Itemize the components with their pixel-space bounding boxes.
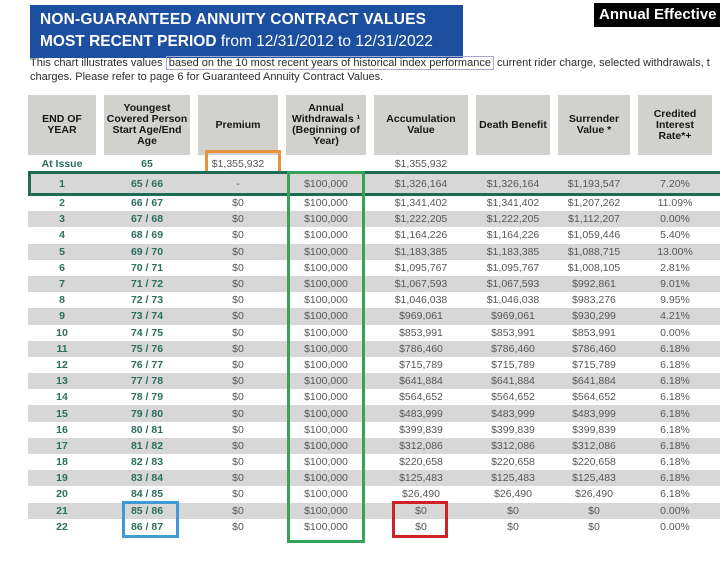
cell-surrender: $312,086 bbox=[572, 439, 616, 452]
cell-premium: $0 bbox=[232, 310, 244, 323]
cell-death: $969,061 bbox=[491, 310, 535, 323]
cell-death: $1,164,226 bbox=[486, 229, 540, 242]
cell-death: $26,490 bbox=[494, 488, 532, 501]
cell-surrender: $1,059,446 bbox=[567, 229, 621, 242]
table-row-year-5 bbox=[28, 244, 720, 260]
cell-year: 7 bbox=[59, 278, 65, 291]
cell-ages: 82 / 83 bbox=[130, 456, 164, 469]
cell-year: 18 bbox=[56, 456, 68, 469]
intro-paragraph bbox=[30, 56, 720, 84]
cell-premium: $0 bbox=[232, 358, 244, 371]
cell-accumulation: $1,341,402 bbox=[394, 197, 448, 210]
cell-accumulation: $786,460 bbox=[399, 342, 443, 355]
cell-accumulation: $715,789 bbox=[399, 358, 443, 371]
cell-ages: 80 / 81 bbox=[130, 423, 164, 436]
cell-rate: 6.18% bbox=[660, 391, 690, 404]
cell-withdrawal: $100,000 bbox=[304, 520, 348, 533]
subtitle-bold: MOST RECENT PERIOD bbox=[40, 33, 217, 50]
cell-death: $0 bbox=[507, 520, 519, 533]
cell-surrender: $1,193,547 bbox=[567, 177, 621, 190]
cell-ages: 75 / 76 bbox=[130, 342, 164, 355]
cell-surrender: $853,991 bbox=[572, 326, 616, 339]
table-row-year-7 bbox=[28, 276, 720, 292]
cell-accumulation: $1,222,205 bbox=[394, 213, 448, 226]
cell-withdrawal: $100,000 bbox=[304, 456, 348, 469]
cell-withdrawal: $100,000 bbox=[304, 326, 348, 339]
cell-death: $1,095,767 bbox=[486, 261, 540, 274]
cell-surrender: $641,884 bbox=[572, 375, 616, 388]
table-row-year-2 bbox=[28, 195, 720, 211]
cell-surrender: $1,207,262 bbox=[567, 197, 621, 210]
column-header-5: Death Benefit bbox=[476, 95, 550, 155]
cell-death: $483,999 bbox=[491, 407, 535, 420]
cell-rate: 7.20% bbox=[660, 177, 690, 190]
table-row-year-4 bbox=[28, 227, 720, 243]
cell-death: $1,183,385 bbox=[486, 245, 540, 258]
cell-accumulation: $969,061 bbox=[399, 310, 443, 323]
cell-ages: 78 / 79 bbox=[130, 391, 164, 404]
cell-accumulation: $26,490 bbox=[402, 488, 440, 501]
subtitle-period: from 12/31/2012 to 12/31/2022 bbox=[216, 33, 433, 50]
cell-premium: $0 bbox=[232, 245, 244, 258]
cell-premium: $0 bbox=[232, 456, 244, 469]
table-row-year-21 bbox=[28, 503, 720, 519]
cell-accumulation: $220,658 bbox=[399, 456, 443, 469]
page-subtitle bbox=[40, 32, 463, 52]
cell-ages: 69 / 70 bbox=[130, 245, 164, 258]
table-row-year-20 bbox=[28, 486, 720, 502]
cell-year: 14 bbox=[56, 391, 68, 404]
cell-premium: $0 bbox=[232, 342, 244, 355]
cell-premium: $0 bbox=[232, 261, 244, 274]
cell-year: 6 bbox=[59, 261, 65, 274]
intro-line1 bbox=[30, 56, 720, 70]
cell-year: 19 bbox=[56, 472, 68, 485]
cell-withdrawal: $100,000 bbox=[304, 278, 348, 291]
cell-surrender: $0 bbox=[588, 504, 600, 517]
cell-death: $312,086 bbox=[491, 439, 535, 452]
page-title: NON-GUARANTEED ANNUITY CONTRACT VALUES bbox=[40, 11, 427, 28]
cell-withdrawal: $100,000 bbox=[304, 197, 348, 210]
cell-surrender: $125,483 bbox=[572, 472, 616, 485]
cell-withdrawal: $100,000 bbox=[304, 358, 348, 371]
cell-rate: 11.09% bbox=[657, 197, 693, 210]
cell-withdrawal: $100,000 bbox=[304, 423, 348, 436]
cell-premium: - bbox=[236, 177, 240, 190]
cell-withdrawal: $100,000 bbox=[304, 472, 348, 485]
cell-rate: 6.18% bbox=[660, 456, 690, 469]
cell-premium: $0 bbox=[232, 229, 244, 242]
cell-year: 8 bbox=[59, 294, 65, 307]
table-row-year-9 bbox=[28, 308, 720, 324]
table-row-year-6 bbox=[28, 260, 720, 276]
cell-ages: 66 / 67 bbox=[130, 197, 164, 210]
cell-ages: 74 / 75 bbox=[130, 326, 164, 339]
cell-year: 5 bbox=[59, 245, 65, 258]
at-issue-accumulation: $1,355,932 bbox=[394, 157, 448, 170]
cell-surrender: $399,839 bbox=[572, 423, 616, 436]
cell-ages: 68 / 69 bbox=[130, 229, 164, 242]
table-row-year-13 bbox=[28, 373, 720, 389]
cell-premium: $0 bbox=[232, 504, 244, 517]
cell-ages: 86 / 87 bbox=[130, 520, 164, 533]
cell-year: 16 bbox=[56, 423, 68, 436]
cell-surrender: $0 bbox=[588, 520, 600, 533]
cell-ages: 72 / 73 bbox=[130, 294, 164, 307]
cell-premium: $0 bbox=[232, 472, 244, 485]
cell-premium: $0 bbox=[232, 375, 244, 388]
column-header-7: Credited Interest Rate*+ bbox=[638, 95, 712, 155]
cell-accumulation: $564,652 bbox=[399, 391, 443, 404]
cell-rate: 6.18% bbox=[660, 375, 690, 388]
cell-year: 10 bbox=[56, 326, 68, 339]
cell-death: $399,839 bbox=[491, 423, 535, 436]
table-row-year-15 bbox=[28, 405, 720, 421]
annuity-values-table bbox=[28, 95, 720, 535]
table-row-year-10 bbox=[28, 325, 720, 341]
cell-death: $715,789 bbox=[491, 358, 535, 371]
cell-year: 4 bbox=[59, 229, 65, 242]
cell-premium: $0 bbox=[232, 294, 244, 307]
cell-withdrawal: $100,000 bbox=[304, 488, 348, 501]
cell-surrender: $786,460 bbox=[572, 342, 616, 355]
cell-death: $220,658 bbox=[491, 456, 535, 469]
cell-rate: 6.18% bbox=[660, 423, 690, 436]
cell-rate: 6.18% bbox=[660, 472, 690, 485]
cell-year: 15 bbox=[56, 407, 68, 420]
cell-accumulation: $641,884 bbox=[399, 375, 443, 388]
cell-year: 2 bbox=[59, 197, 65, 210]
cell-accumulation: $1,067,593 bbox=[394, 278, 448, 291]
cell-surrender: $220,658 bbox=[572, 456, 616, 469]
cell-accumulation: $399,839 bbox=[399, 423, 443, 436]
cell-death: $564,652 bbox=[491, 391, 535, 404]
intro-line2: charges. Please refer to page 6 for Guaranteed Annuity Contract Values. bbox=[30, 71, 384, 83]
table-body bbox=[28, 172, 720, 535]
cell-ages: 83 / 84 bbox=[130, 472, 164, 485]
cell-ages: 77 / 78 bbox=[130, 375, 164, 388]
cell-death: $1,067,593 bbox=[486, 278, 540, 291]
cell-surrender: $564,652 bbox=[572, 391, 616, 404]
cell-death: $1,341,402 bbox=[486, 197, 540, 210]
column-header-6: Surrender Value * bbox=[558, 95, 630, 155]
cell-withdrawal: $100,000 bbox=[304, 213, 348, 226]
cell-rate: 5.40% bbox=[660, 229, 690, 242]
cell-ages: 65 / 66 bbox=[130, 177, 164, 190]
column-header-2: Premium bbox=[198, 95, 278, 155]
cell-ages: 81 / 82 bbox=[130, 439, 164, 452]
intro-post: current rider charge, selected withdrawals, t bbox=[493, 57, 710, 69]
cell-premium: $0 bbox=[232, 520, 244, 533]
cell-withdrawal: $100,000 bbox=[304, 245, 348, 258]
cell-rate: 9.95% bbox=[660, 294, 690, 307]
cell-premium: $0 bbox=[232, 278, 244, 291]
cell-accumulation: $483,999 bbox=[399, 407, 443, 420]
cell-death: $125,483 bbox=[491, 472, 535, 485]
cell-premium: $0 bbox=[232, 391, 244, 404]
cell-withdrawal: $100,000 bbox=[304, 391, 348, 404]
cell-year: 11 bbox=[56, 342, 68, 355]
cell-year: 20 bbox=[56, 488, 68, 501]
cell-rate: 6.18% bbox=[660, 358, 690, 371]
cell-surrender: $992,861 bbox=[572, 278, 616, 291]
cell-premium: $0 bbox=[232, 407, 244, 420]
cell-rate: 0.00% bbox=[660, 520, 690, 533]
cell-ages: 73 / 74 bbox=[130, 310, 164, 323]
cell-withdrawal: $100,000 bbox=[304, 229, 348, 242]
cell-rate: 6.18% bbox=[660, 342, 690, 355]
cell-death: $0 bbox=[507, 504, 519, 517]
at-issue-age: 65 bbox=[141, 157, 153, 170]
table-row-year-19 bbox=[28, 470, 720, 486]
cell-accumulation: $1,095,767 bbox=[394, 261, 448, 274]
cell-premium: $0 bbox=[232, 488, 244, 501]
cell-accumulation: $125,483 bbox=[399, 472, 443, 485]
cell-rate: 0.00% bbox=[660, 504, 690, 517]
cell-surrender: $483,999 bbox=[572, 407, 616, 420]
table-row-year-18 bbox=[28, 454, 720, 470]
cell-ages: 79 / 80 bbox=[130, 407, 164, 420]
table-row-year-1 bbox=[28, 172, 720, 195]
cell-year: 3 bbox=[59, 213, 65, 226]
cell-premium: $0 bbox=[232, 326, 244, 339]
cell-accumulation: $1,326,164 bbox=[394, 177, 448, 190]
cell-year: 9 bbox=[59, 310, 65, 323]
cell-rate: 9.01% bbox=[660, 278, 690, 291]
column-header-1: Youngest Covered Person Start Age/End Age bbox=[104, 95, 190, 155]
cell-year: 12 bbox=[56, 358, 68, 371]
column-header-4: Accumulation Value bbox=[374, 95, 468, 155]
cell-surrender: $715,789 bbox=[572, 358, 616, 371]
cell-premium: $0 bbox=[232, 213, 244, 226]
cell-death: $1,046,038 bbox=[486, 294, 540, 307]
cell-year: 17 bbox=[56, 439, 68, 452]
cell-withdrawal: $100,000 bbox=[304, 407, 348, 420]
cell-accumulation: $853,991 bbox=[399, 326, 443, 339]
cell-rate: 6.18% bbox=[660, 407, 690, 420]
table-row-year-11 bbox=[28, 341, 720, 357]
cell-withdrawal: $100,000 bbox=[304, 310, 348, 323]
cell-rate: 13.00% bbox=[657, 245, 693, 258]
cell-death: $1,326,164 bbox=[486, 177, 540, 190]
cell-accumulation: $1,046,038 bbox=[394, 294, 448, 307]
cell-accumulation: $0 bbox=[415, 504, 427, 517]
intro-highlight-box: based on the 10 most recent years of historical index performance bbox=[166, 56, 494, 70]
cell-rate: 6.18% bbox=[660, 439, 690, 452]
cell-year: 13 bbox=[56, 375, 68, 388]
cell-surrender: $1,112,207 bbox=[568, 213, 620, 226]
cell-rate: 0.00% bbox=[660, 326, 690, 339]
cell-surrender: $26,490 bbox=[575, 488, 613, 501]
cell-withdrawal: $100,000 bbox=[304, 294, 348, 307]
cell-rate: 4.21% bbox=[660, 310, 690, 323]
table-row-at-issue bbox=[28, 155, 720, 172]
cell-rate: 2.81% bbox=[660, 261, 690, 274]
corner-tag: Annual Effective bbox=[594, 3, 720, 27]
cell-withdrawal: $100,000 bbox=[304, 177, 348, 190]
cell-premium: $0 bbox=[232, 439, 244, 452]
cell-ages: 70 / 71 bbox=[130, 261, 164, 274]
cell-ages: 85 / 86 bbox=[130, 504, 164, 517]
table-row-year-12 bbox=[28, 357, 720, 373]
cell-accumulation: $1,164,226 bbox=[394, 229, 448, 242]
cell-premium: $0 bbox=[232, 197, 244, 210]
cell-withdrawal: $100,000 bbox=[304, 261, 348, 274]
column-header-3: Annual Withdrawals ¹ (Beginning of Year) bbox=[286, 95, 366, 155]
cell-surrender: $1,008,105 bbox=[567, 261, 621, 274]
cell-ages: 84 / 85 bbox=[130, 488, 164, 501]
cell-surrender: $1,088,715 bbox=[567, 245, 621, 258]
cell-year: 1 bbox=[59, 177, 65, 190]
cell-death: $786,460 bbox=[491, 342, 535, 355]
cell-withdrawal: $100,000 bbox=[304, 439, 348, 452]
cell-rate: 0.00% bbox=[660, 213, 690, 226]
cell-death: $1,222,205 bbox=[486, 213, 540, 226]
table-row-year-3 bbox=[28, 211, 720, 227]
title-banner bbox=[30, 5, 463, 58]
cell-withdrawal: $100,000 bbox=[304, 342, 348, 355]
cell-accumulation: $0 bbox=[415, 520, 427, 533]
table-row-year-8 bbox=[28, 292, 720, 308]
cell-year: 22 bbox=[56, 520, 68, 533]
cell-accumulation: $312,086 bbox=[399, 439, 443, 452]
column-header-0: END OF YEAR bbox=[28, 95, 96, 155]
cell-withdrawal: $100,000 bbox=[304, 504, 348, 517]
table-row-year-14 bbox=[28, 389, 720, 405]
cell-year: 21 bbox=[56, 504, 68, 517]
cell-ages: 71 / 72 bbox=[130, 278, 164, 291]
cell-rate: 6.18% bbox=[660, 488, 690, 501]
at-issue-premium: $1,355,932 bbox=[211, 157, 265, 170]
table-row-year-16 bbox=[28, 422, 720, 438]
cell-surrender: $930,299 bbox=[572, 310, 616, 323]
table-row-year-22 bbox=[28, 519, 720, 535]
table-header-row bbox=[28, 95, 720, 155]
cell-ages: 67 / 68 bbox=[130, 213, 164, 226]
cell-death: $853,991 bbox=[491, 326, 535, 339]
cell-ages: 76 / 77 bbox=[130, 358, 164, 371]
cell-accumulation: $1,183,385 bbox=[394, 245, 448, 258]
at-issue-label: At Issue bbox=[41, 157, 83, 170]
intro-pre: This chart illustrates values bbox=[30, 57, 166, 69]
cell-surrender: $983,276 bbox=[572, 294, 616, 307]
table-row-year-17 bbox=[28, 438, 720, 454]
cell-withdrawal: $100,000 bbox=[304, 375, 348, 388]
cell-death: $641,884 bbox=[491, 375, 535, 388]
cell-premium: $0 bbox=[232, 423, 244, 436]
